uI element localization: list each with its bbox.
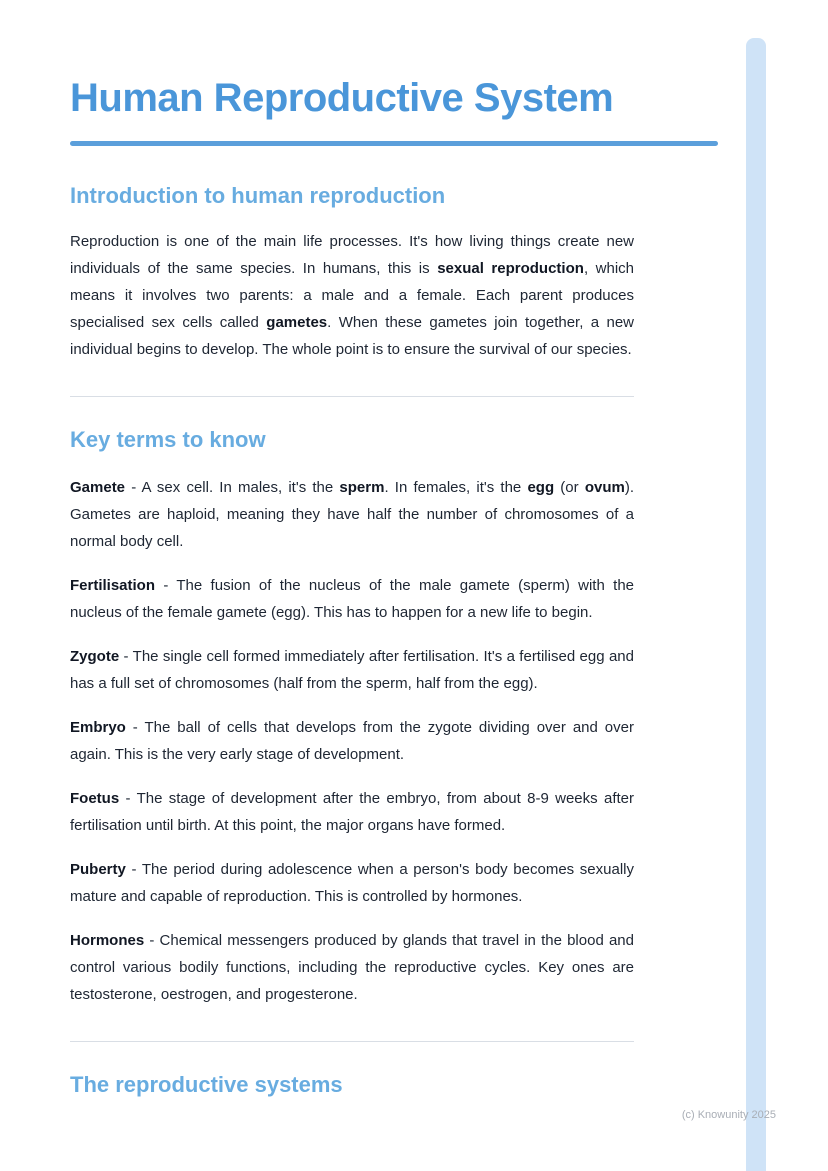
term-text: - The stage of development after the embryo, from about 8-9 weeks after fertilisation until birth. At this point, the major organs have formed. xyxy=(70,790,634,834)
section-divider xyxy=(70,396,634,397)
term-definition-gamete xyxy=(70,474,634,555)
section-heading-key-terms: Key terms to know xyxy=(70,427,266,452)
term-name: Fertilisation xyxy=(70,577,156,594)
term-name: Puberty xyxy=(70,861,126,878)
section-divider xyxy=(70,1041,634,1042)
term-definition-embryo xyxy=(70,714,634,768)
term-text: - A sex cell. In males, it's the sperm. In females, it's the egg (or ovum). Gametes are haploid, meaning they have half the number of chromosomes of a normal body cell. xyxy=(70,479,634,550)
term-definition-fertilisation xyxy=(70,572,634,626)
term-definition-foetus xyxy=(70,785,634,839)
title-underline-rule xyxy=(70,141,718,146)
intro-paragraph: Reproduction is one of the main life processes. It's how living things create new individuals of the same species. In humans, this is sexual reproduction, which means it involves two parents: a male and a female. Each parent produces specialised sex cells called gametes. When these gametes join together, a new individual begins to develop. The whole point is to ensure the survival of our species. xyxy=(70,233,634,358)
term-name: Foetus xyxy=(70,790,120,807)
term-text: - The fusion of the nucleus of the male gamete (sperm) with the nucleus of the female gamete (egg). This has to happen for a new life to begin. xyxy=(70,577,634,621)
term-name: Zygote xyxy=(70,648,120,665)
copyright-watermark: (c) Knowunity 2025 xyxy=(681,1109,776,1121)
page-title: Human Reproductive System xyxy=(70,76,614,120)
term-text: - Chemical messengers produced by glands that travel in the blood and control various bodily functions, including the reproductive cycles. Key ones are testosterone, oestrogen, and progesterone. xyxy=(70,932,634,1003)
term-definition-zygote xyxy=(70,643,634,697)
term-name: Embryo xyxy=(70,719,126,736)
term-text: - The ball of cells that develops from the zygote dividing over and over again. This is the very early stage of development. xyxy=(70,719,634,763)
term-name: Hormones xyxy=(70,932,145,949)
term-text: - The period during adolescence when a person's body becomes sexually mature and capable of reproduction. This is controlled by hormones. xyxy=(70,861,634,905)
term-definition-hormones xyxy=(70,927,634,1008)
term-name: Gamete xyxy=(70,479,126,496)
term-text: - The single cell formed immediately after fertilisation. It's a fertilised egg and has a full set of chromosomes (half from the sperm, half from the egg). xyxy=(70,648,634,692)
section-heading-reproductive-systems: The reproductive systems xyxy=(70,1072,343,1097)
section-heading-introduction: Introduction to human reproduction xyxy=(70,183,446,208)
term-definition-puberty xyxy=(70,856,634,910)
right-accent-stripe xyxy=(746,38,766,1171)
